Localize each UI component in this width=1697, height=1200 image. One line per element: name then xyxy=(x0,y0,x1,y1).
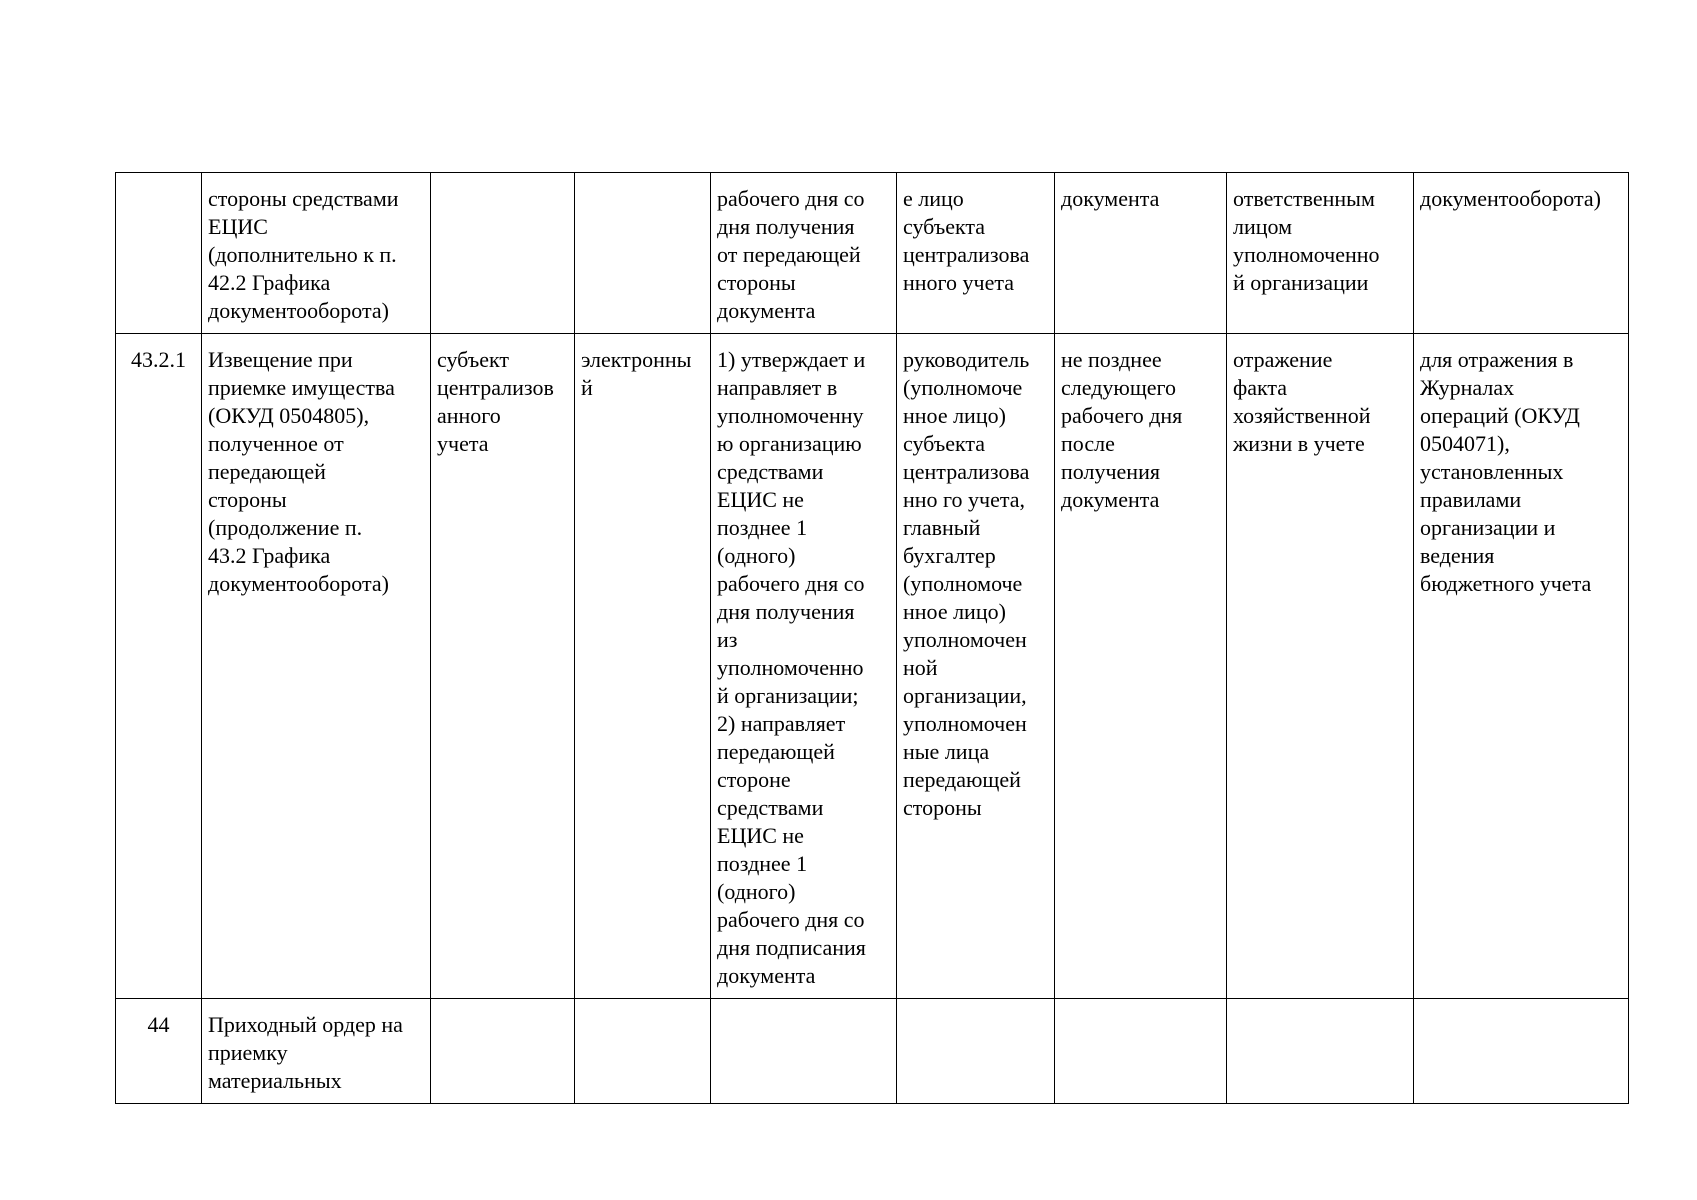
row-number-cell: 43.2.1 xyxy=(116,334,202,999)
form-type-cell xyxy=(575,999,711,1104)
originator-cell xyxy=(431,999,575,1104)
note-cell: для отражения в Журналах операций (ОКУД 0504071), установленных правилами организации и ведения бюджетного учета xyxy=(1414,334,1629,999)
signatory-cell: руководитель (уполномоче нное лицо) субъекта централизова нно го учета, главный бухгалтер (уполномоче нное лицо) уполномочен ной организации, уполномочен ные лица передающей стороны xyxy=(897,334,1055,999)
row-number-cell: 44 xyxy=(116,999,202,1104)
originator-cell: субъект централизов анного учета xyxy=(431,334,575,999)
procedure-cell xyxy=(711,999,897,1104)
deadline-cell: документа xyxy=(1055,173,1227,334)
form-type-cell: электронны й xyxy=(575,334,711,999)
document-name-cell: стороны средствами ЕЦИС (дополнительно к п. 42.2 Графика документооборота) xyxy=(202,173,431,334)
table-row xyxy=(116,999,1629,1104)
row-number-cell xyxy=(116,173,202,334)
note-cell xyxy=(1414,999,1629,1104)
signatory-cell xyxy=(897,999,1055,1104)
table-row xyxy=(116,334,1629,999)
executor-cell: ответственным лицом уполномоченно й организации xyxy=(1227,173,1414,334)
deadline-cell: не позднее следующего рабочего дня после получения документа xyxy=(1055,334,1227,999)
executor-cell xyxy=(1227,999,1414,1104)
document-flow-table xyxy=(115,172,1629,1104)
table-row xyxy=(116,173,1629,334)
form-type-cell xyxy=(575,173,711,334)
procedure-cell: рабочего дня со дня получения от передающей стороны документа xyxy=(711,173,897,334)
originator-cell xyxy=(431,173,575,334)
note-cell: документооборота) xyxy=(1414,173,1629,334)
signatory-cell: е лицо субъекта централизова нного учета xyxy=(897,173,1055,334)
document-name-cell: Приходный ордер на приемку материальных xyxy=(202,999,431,1104)
procedure-cell: 1) утверждает и направляет в уполномоченну ю организацию средствами ЕЦИС не позднее 1 (одного) рабочего дня со дня получения из уполномоченно й организации; 2) направляет передающей стороне средствами ЕЦИС не позднее 1 (одного) рабочего дня со дня подписания документа xyxy=(711,334,897,999)
document-name-cell: Извещение при приемке имущества (ОКУД 0504805), полученное от передающей стороны (продолжение п. 43.2 Графика документооборота) xyxy=(202,334,431,999)
executor-cell: отражение факта хозяйственной жизни в учете xyxy=(1227,334,1414,999)
deadline-cell xyxy=(1055,999,1227,1104)
